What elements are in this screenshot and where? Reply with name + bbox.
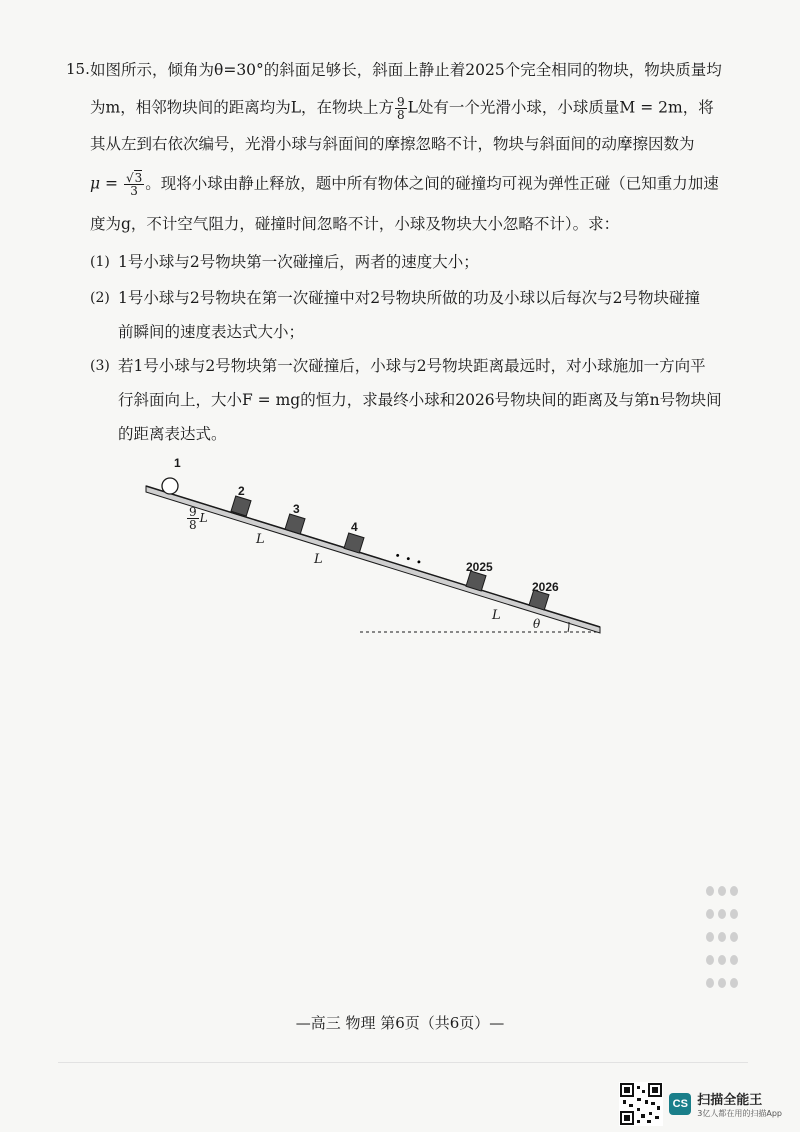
label-block-4: 4	[351, 520, 358, 534]
label-block-3: 3	[293, 502, 300, 516]
part-3-text-2: 行斜面向上，大小F = mg的恒力，求最终小球和2026号物块间的距离及与第n号物块间	[118, 391, 722, 409]
label-9-8-L: $\frac{9}{8}$ L	[189, 505, 208, 532]
part-1-label: (1)	[90, 254, 110, 270]
label-L-3: L	[492, 608, 501, 623]
cs-logo: CS	[669, 1093, 691, 1115]
question-number: 15.	[66, 60, 90, 78]
incline-plane	[146, 486, 600, 633]
label-ball-1: 1	[174, 456, 181, 470]
label-theta: θ	[533, 617, 541, 631]
label-block-2025: 2025	[466, 560, 493, 574]
label-block-2026: 2026	[532, 580, 559, 594]
question-line-4b: 。现将小球由静止释放，题中所有物体之间的碰撞均可视为弹性正碰（已知重力加速	[145, 174, 719, 193]
mu-fraction: $\frac{√3}{3}$	[125, 171, 143, 198]
question-line-5: 度为g，不计空气阻力，碰撞时间忽略不计，小球及物块大小忽略不计）。求：	[90, 215, 620, 233]
mu-prefix: μ =	[90, 174, 118, 193]
label-L-2: L	[314, 552, 323, 567]
question-line-3: 其从左到右依次编号，光滑小球与斜面间的摩擦忽略不计，物块与斜面间的动摩擦因数为	[90, 135, 695, 153]
ellipsis-dots: · · ·	[392, 545, 425, 572]
part-3-text-3: 的距离表达式。	[118, 425, 227, 443]
label-L-1: L	[256, 532, 265, 547]
question-line-2b: L处有一个光滑小球，小球质量M = 2m，将	[407, 98, 714, 117]
ball-1	[162, 478, 178, 494]
part-3-text: 若1号小球与2号物块第一次碰撞后，小球与2号物块距离最远时，对小球施加一方向平	[118, 357, 706, 375]
part-2-text-2: 前瞬间的速度表达式大小；	[118, 323, 305, 341]
footer-divider	[58, 1062, 748, 1063]
watermark-tagline: 3亿人都在用的扫描App	[697, 1109, 782, 1118]
label-block-2: 2	[238, 484, 245, 498]
part-2-text: 1号小球与2号物块在第一次碰撞中对2号物块所做的功及小球以后每次与2号物块碰撞	[118, 289, 700, 307]
bleed-through-dots	[706, 886, 746, 1001]
qr-code-icon	[619, 1082, 663, 1126]
scanner-watermark	[619, 1082, 782, 1126]
part-2-label: (2)	[90, 290, 110, 306]
watermark-name: 扫描全能王	[697, 1093, 763, 1108]
part-3-label: (3)	[90, 358, 110, 374]
page-footer: —高三 物理 第6页（共6页）—	[295, 1014, 505, 1032]
question-line-2a: 为m，相邻物块间的距离均为L，在物块上方	[90, 98, 394, 117]
part-1-text: 1号小球与2号物块第一次碰撞后，两者的速度大小；	[118, 253, 479, 271]
question-line-1: 如图所示，倾角为θ=30°的斜面足够长，斜面上静止着2025个完全相同的物块，物块质量均	[90, 61, 722, 79]
fraction-9-8: $\frac{9}{8}$	[397, 95, 405, 122]
